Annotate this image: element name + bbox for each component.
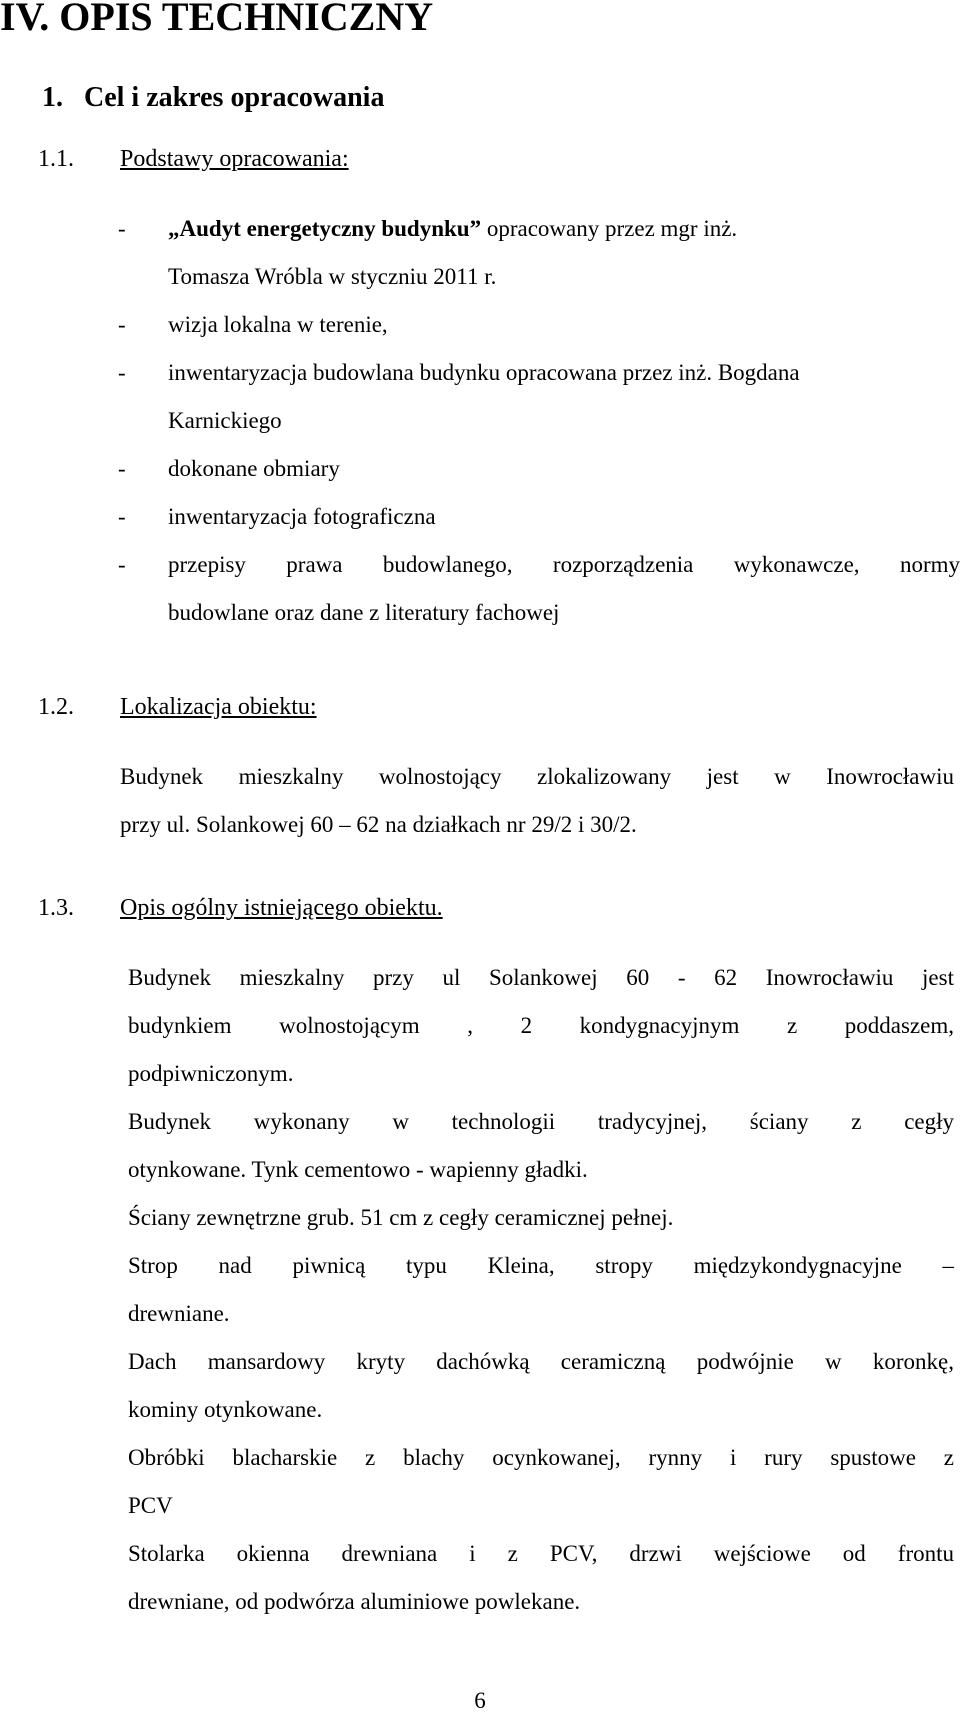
paragraph-line: drewniane. (128, 1301, 230, 1326)
list-item-text (168, 205, 960, 301)
description-paragraph (128, 1338, 954, 1434)
paragraph-line: Ściany zewnętrzne grub. 51 cm z cegły ceramicznej pełnej. (128, 1205, 674, 1230)
list-item-line: opracowany przez mgr inż. (481, 216, 738, 241)
paragraph-line: Stolarka okienna drewniana i z PCV, drzwi wejściowe od frontu (128, 1541, 954, 1566)
paragraph-line: otynkowane. Tynk cementowo - wapienny gładki. (128, 1157, 588, 1182)
description-paragraph (128, 1098, 954, 1194)
list-item-text: dokonane obmiary (168, 456, 340, 481)
paragraph-line: Budynek wykonany w technologii tradycyjnej, ściany z cegły (128, 1109, 954, 1134)
list-item-text: inwentaryzacja fotograficzna (168, 504, 436, 529)
list-item-line: budowlane oraz dane z literatury fachowej (168, 600, 560, 625)
description-paragraph (128, 1530, 954, 1626)
list-item (118, 205, 960, 301)
paragraph-line: przy ul. Solankowej 60 – 62 na działkach nr 29/2 i 30/2. (120, 812, 637, 837)
audit-title: „Audyt energetyczny budynku” (168, 216, 482, 241)
section-title: Cel i zakres opracowania (84, 82, 385, 113)
list-item-line: Karnickiego (168, 408, 282, 433)
location-paragraph (120, 753, 954, 849)
list-item (118, 541, 960, 637)
subsection-heading-1-2 (38, 691, 317, 723)
list-item-line: Tomasza Wróbla w styczniu 2011 r. (168, 264, 497, 289)
paragraph-line: Strop nad piwnicą typu Kleina, stropy międzykondygnacyjne – (128, 1253, 954, 1278)
description-paragraph (128, 954, 954, 1098)
description-paragraph (128, 1194, 954, 1242)
list-item-text (168, 349, 960, 445)
list-dash: - (118, 360, 126, 385)
paragraph-line: Dach mansardowy kryty dachówką ceramiczną podwójnie w koronkę, (128, 1349, 954, 1374)
paragraph-line: budynkiem wolnostojącym , 2 kondygnacyjnym z poddaszem, (128, 1013, 954, 1038)
subsection-number: 1.3. (38, 895, 74, 921)
paragraph-line: PCV (128, 1493, 173, 1518)
list-item-line: przepisy prawa budowlanego, rozporządzenia wykonawcze, normy (168, 552, 960, 577)
paragraph-line: kominy otynkowane. (128, 1397, 323, 1422)
list-item (118, 493, 960, 541)
paragraph-line: Budynek mieszkalny przy ul Solankowej 60 - 62 Inowrocławiu jest (128, 965, 954, 990)
description-paragraph (128, 1434, 954, 1530)
list-item (118, 445, 960, 493)
list-dash: - (118, 216, 126, 241)
subsection-heading-1-1 (38, 143, 349, 175)
list-dash: - (118, 456, 126, 481)
subsection-heading-1-3 (38, 892, 443, 924)
description-paragraph (128, 1242, 954, 1338)
paragraph-line: drewniane, od podwórza aluminiowe powlekane. (128, 1589, 581, 1614)
subsection-title: Opis ogólny istniejącego obiektu. (120, 895, 443, 921)
paragraph-line: podpiwniczonym. (128, 1061, 294, 1086)
list-dash: - (118, 552, 126, 577)
section-number: 1. (42, 82, 63, 113)
paragraph-line: Budynek mieszkalny wolnostojący zlokalizowany jest w Inowrocławiu (120, 764, 954, 789)
sources-list (118, 205, 960, 637)
subsection-title: Lokalizacja obiektu: (120, 694, 317, 720)
subsection-title: Podstawy opracowania: (120, 146, 349, 172)
section-heading (42, 80, 384, 116)
paragraph-line: Obróbki blacharskie z blachy ocynkowanej, rynny i rury spustowe z (128, 1445, 954, 1470)
description-block (128, 954, 954, 1626)
list-dash: - (118, 312, 126, 337)
document-heading: IV. OPIS TECHNICZNY (0, 0, 434, 39)
list-dash: - (118, 504, 126, 529)
subsection-number: 1.2. (38, 694, 74, 720)
list-item-line: inwentaryzacja budowlana budynku opracowana przez inż. Bogdana (168, 360, 800, 385)
list-item-text (168, 541, 960, 637)
list-item (118, 301, 960, 349)
subsection-number: 1.1. (38, 146, 74, 172)
list-item (118, 349, 960, 445)
list-item-text: wizja lokalna w terenie, (168, 312, 388, 337)
page-number: 6 (474, 1688, 486, 1713)
